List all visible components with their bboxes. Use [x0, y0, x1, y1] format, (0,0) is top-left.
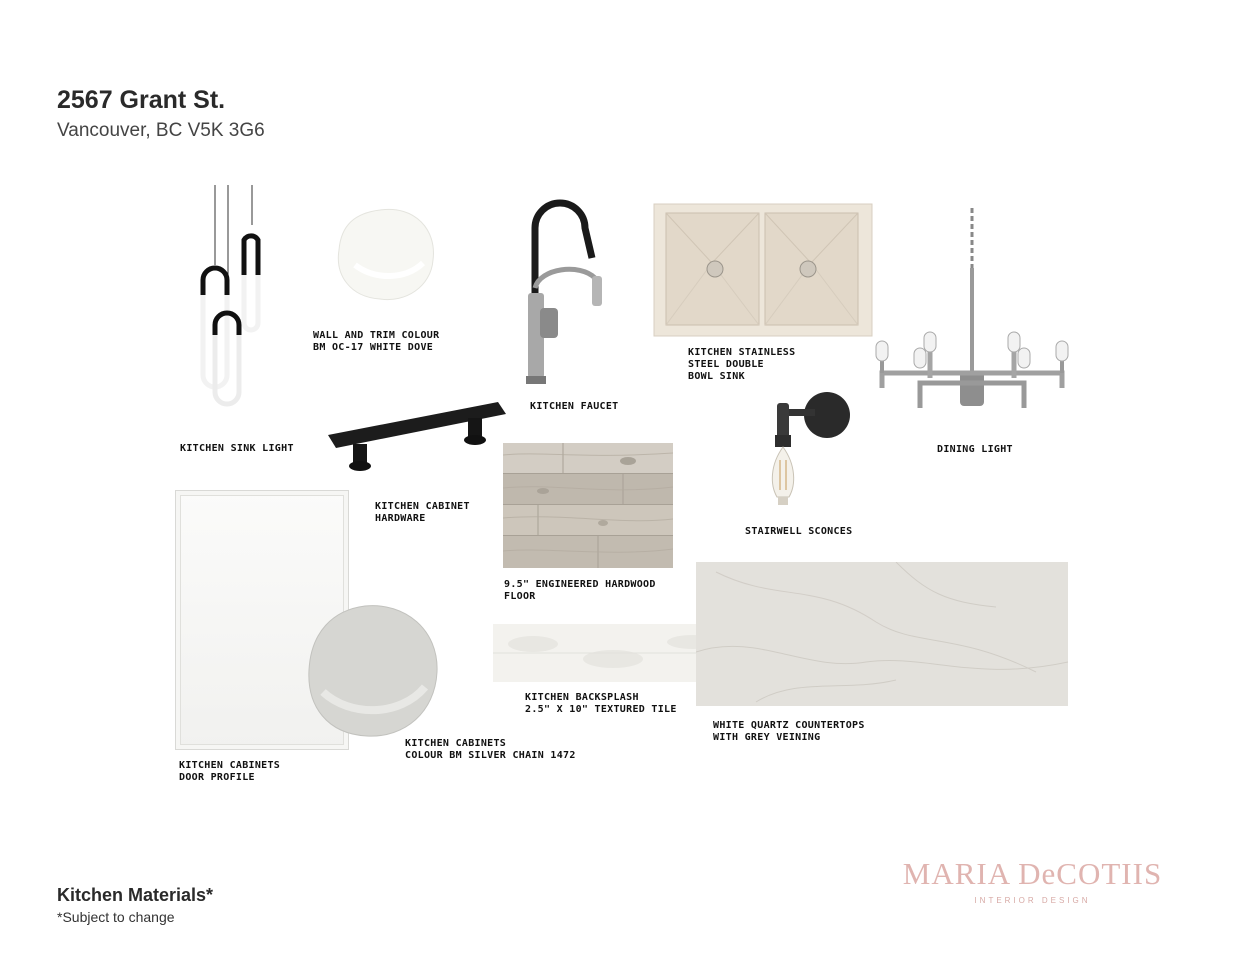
label-cabinet-colour: KITCHEN CABINETS COLOUR BM SILVER CHAIN 1472 — [405, 738, 576, 761]
label-sink-light: KITCHEN SINK LIGHT — [180, 443, 294, 454]
cabinet-colour-swatch — [305, 602, 442, 742]
label-backsplash: KITCHEN BACKSPLASH 2.5" X 10" TEXTURED TILE — [525, 692, 677, 715]
label-dining-light: DINING LIGHT — [937, 444, 1013, 455]
label-sconces: STAIRWELL SCONCES — [745, 526, 853, 537]
label-door-profile: KITCHEN CABINETS DOOR PROFILE — [179, 760, 281, 783]
sconce-image — [765, 385, 860, 520]
label-sink: KITCHEN STAINLESS STEEL DOUBLE BOWL SINK — [688, 347, 796, 382]
hardwood-floor-image — [503, 443, 673, 568]
label-hardware: KITCHEN CABINET HARDWARE — [375, 501, 470, 524]
board-title: Kitchen Materials* — [57, 885, 214, 905]
label-countertops: WHITE QUARTZ COUNTERTOPS WITH GREY VEINING — [713, 720, 865, 743]
chandelier-image — [872, 208, 1072, 418]
label-faucet: KITCHEN FAUCET — [530, 401, 619, 412]
wall-colour-swatch — [335, 205, 440, 305]
quartz-countertop-image — [696, 562, 1068, 706]
logo-tagline: INTERIOR DESIGN — [974, 896, 1091, 905]
faucet-image — [520, 198, 610, 388]
brand-logo — [880, 856, 1185, 905]
project-city: Vancouver, BC V5K 3G6 — [57, 120, 265, 141]
pendant-light-image — [195, 185, 270, 410]
logo-name: MARIA DeCOTIIS — [902, 856, 1163, 891]
label-floor: 9.5" ENGINEERED HARDWOOD FLOOR — [504, 579, 656, 602]
project-address: 2567 Grant St. — [57, 86, 226, 114]
label-wall-colour: WALL AND TRIM COLOUR BM OC-17 WHITE DOVE — [313, 330, 440, 353]
board-note: *Subject to change — [57, 909, 175, 925]
cabinet-hardware-image — [328, 400, 508, 475]
double-sink-image — [653, 203, 873, 338]
